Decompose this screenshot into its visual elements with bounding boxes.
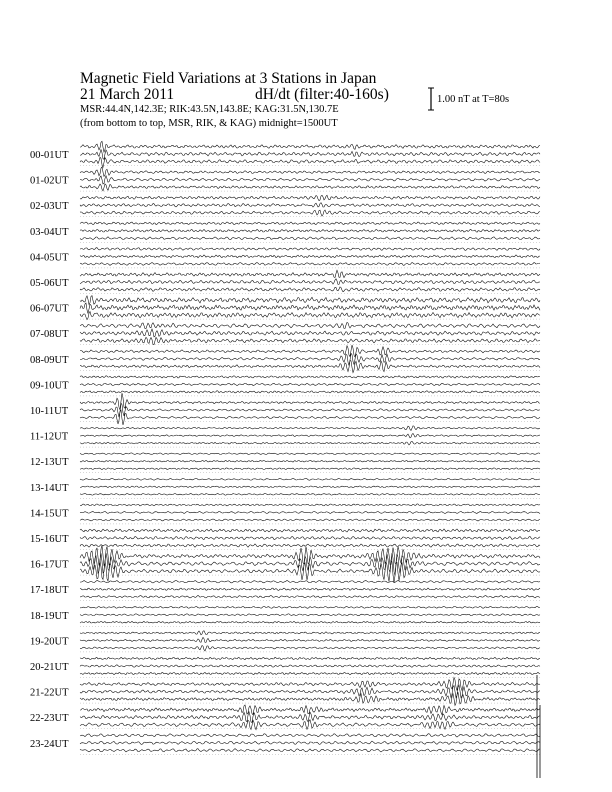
trace-kag [80,631,540,635]
hour-label: 19-20UT [30,636,69,648]
station-coordinates: MSR:44.4N,142.3E; RIK:43.5N,143.8E; KAG:31.5N,130.7E [80,104,339,115]
hour-label: 23-24UT [30,738,69,750]
trace-rik [80,255,540,258]
trace-rik [80,486,540,488]
trace-rik [80,303,540,313]
trace-kag [80,296,540,305]
trace-kag [80,426,540,431]
trace-kag [80,322,540,328]
chart-title: Magnetic Field Variations at 3 Stations in Japan [80,70,377,87]
trace-kag [80,141,540,152]
trace-msr [80,312,540,320]
trace-kag [80,606,540,608]
hour-label: 07-08UT [30,329,69,341]
hour-label: 03-04UT [30,226,69,238]
hour-label: 10-11UT [30,406,69,417]
trace-kag [80,478,540,480]
trace-msr [80,595,540,598]
trace-msr [80,621,540,623]
trace-rik [80,588,540,591]
hour-label: 21-22UT [30,687,69,699]
hour-label: 18-19UT [30,610,69,622]
trace-msr [80,391,540,394]
trace-rik [80,403,540,417]
trace-rik [80,460,540,462]
trace-rik [80,614,540,616]
date-label: 21 March 2011 [80,86,175,103]
hour-label: 06-07UT [30,303,69,315]
trace-kag [80,167,540,176]
trace-kag [80,546,540,566]
hour-label: 11-12UT [30,431,69,443]
hour-label: 15-16UT [30,534,69,545]
trace-kag [80,504,540,506]
hour-label: 01-02UT [30,175,69,187]
trace-rik [80,150,540,160]
hour-label: 02-03UT [30,201,69,213]
trace-kag [80,678,540,691]
trace-msr [80,720,540,730]
hour-label: 20-21UT [30,662,69,673]
trace-rik [80,203,540,207]
trace-kag [80,734,540,737]
trace-rik [80,383,540,386]
trace-msr [80,560,540,583]
trace-kag [80,581,540,584]
trace-rik [80,712,540,723]
trace-msr [80,544,540,547]
trace-rik [80,353,540,365]
trace-msr [80,361,540,373]
trace-rik [80,229,540,232]
trace-rik [80,279,540,285]
trace-kag [80,529,540,532]
hour-label: 05-06UT [30,278,69,289]
trace-kag [80,376,540,378]
trace-kag [80,453,540,455]
scale-bar [428,88,434,110]
trace-msr [80,337,540,344]
trace-rik [80,665,540,668]
trace-kag [80,222,540,225]
trace-rik [80,329,540,337]
trace-rik [80,741,540,744]
trace-msr [80,410,540,425]
trace-msr [80,519,540,521]
trace-kag [80,393,540,410]
hour-label: 12-13UT [30,457,69,469]
trace-msr [80,468,540,470]
trace-rik [80,637,540,642]
hour-label: 17-18UT [30,585,69,597]
trace-msr [80,646,540,652]
trace-msr [80,493,540,495]
trace-msr [80,692,540,705]
hour-label: 00-01UT [30,150,69,161]
trace-msr [80,237,540,240]
scale-bar-label: 1.00 nT at T=80s [437,94,510,105]
station-order-note: (from bottom to top, MSR, RIK, & KAG) midnight=1500UT [80,118,338,129]
filter-label: dH/dt (filter:40-160s) [255,86,389,103]
trace-kag [80,345,540,357]
hour-label: 16-17UT [30,559,69,571]
hour-label: 09-10UT [30,380,69,392]
trace-msr [80,184,540,191]
trace-msr [80,263,540,266]
hour-label: 13-14UT [30,482,69,494]
trace-kag [80,248,540,251]
trace-kag [80,657,540,659]
trace-rik [80,536,540,539]
trace-msr [80,441,540,445]
trace-kag [80,195,540,200]
trace-msr [80,749,540,752]
trace-rik [80,511,540,513]
trace-msr [80,157,540,167]
trace-rik [80,685,540,698]
trace-rik [80,433,540,437]
trace-msr [80,672,540,675]
hour-label: 04-05UT [30,252,69,264]
trace-msr [80,287,540,292]
trace-kag [80,270,540,277]
hour-label: 14-15UT [30,508,69,520]
trace-msr [80,210,540,216]
hour-label: 22-23UT [30,713,69,725]
trace-rik [80,176,540,184]
hour-label: 08-09UT [30,354,69,366]
